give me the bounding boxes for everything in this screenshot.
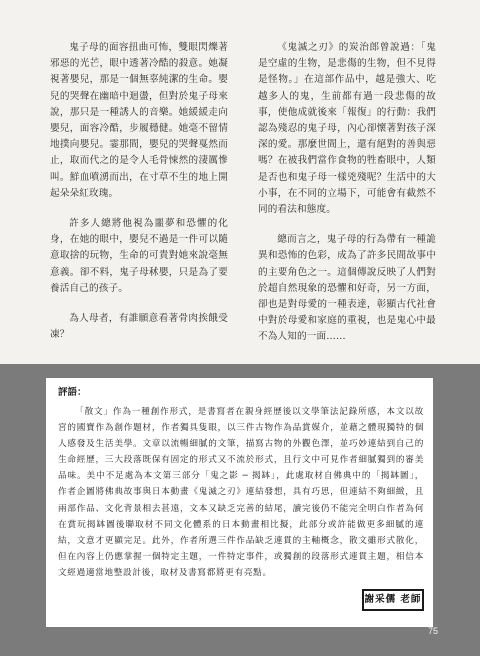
article-left-column — [50, 40, 228, 357]
commentary-heading: 評語： — [58, 387, 87, 398]
article-right-column — [258, 40, 436, 360]
article-paragraph: 許多人總將他視為噩夢和恐懼的化身，在她的眼中，嬰兒不過是一件可以隨意取捨的玩物，生命的可貴對她來說毫無意義。卻不料，鬼子母秫嬰，只是為了要養活自己的孩子。 — [50, 218, 228, 294]
commentary-paragraph: 「散文」作為一種創作形式，是書寫者在親身經歷後以文學筆法記錄所感，本文以故宮的國寶作為創作題材，作者獨具隻眼，以三件古物作為品賞媒介，並藉之體現獨特的個人感發及生活美學。文章以流暢細膩的文筆，描寫古物的外觀色澤，並巧妙連結到自己的生命經歷，三大段落既保有固定的形式又不流於形式，且行文中可見作者細膩獨到的審美品味。美中不足處為本文第三部分「鬼之影 ─ 揭缽」，此處取材自佛典中的「揭缽圖」，作者企圖將佛典故事與日本動畫《鬼滅之刃》連結發想，具有巧思，但連結不夠細緻，且兩部作品、文化背景相去甚遠，文本又缺乏完善的結尾，讀完後仍不能完全明白作者為何在賞玩揭缽圖後聯取材不同文化體系的日本動畫相比擬，此部分或許能做更多細膩的連結，文意才更顯完足。此外，作者所選三件作品缺乏連貫的主軸概念，散文雖形式散化，但在內容上仍應掌握一個特定主題，一件特定事件，或獨創的段落形式連貫主題，相信本文經過適當地整設計後，取材及書寫都將更有亮點。 — [58, 407, 424, 578]
article-paragraph: 為人母者，有誰願意看著骨肉挨餓受凍？ — [50, 313, 228, 341]
commentary-body — [58, 404, 424, 581]
article-paragraph: 《鬼滅之刃》的炭治郎曾說過：「鬼是空虛的生物，是悲傷的生物，但不見得是怪物。」在這部作品中，越是強大、吃越多人的鬼，生前都有過一段悲傷的故事，使他成就後來「報復」的行動：我們認為殘忍的鬼子母，內心卻懷著對孩子深深的愛。那麼世間上，還有絕對的善與惡嗎？在被我們當作食物的牲畜眼中，人類是否也和鬼子母一樣兇殘呢？生活中的大小事，在不同的立場下，可能會有截然不同的看法和態度。 — [258, 42, 436, 216]
teacher-signature: 謝采儒 老師 — [362, 589, 424, 611]
article-paragraph: 總而言之，鬼子母的行為帶有一種詭異和恐怖的色彩，成為了許多民間故事中的主要角色之一。這個傳說反映了人們對於超自然現象的恐懼和好奇，另一方面，卻也是對母愛的一種表達，彰顯古代社會中對於母愛和家庭的重視，也是鬼心中最不為人知的一面…… — [258, 234, 436, 343]
page-number: 75 — [427, 626, 438, 636]
article-paragraph: 鬼子母的面容扭曲可怖，雙眼閃爍著邪惡的光芒，眼中透著冷酷的殺意。她凝視著嬰兒，那是一個無辜純潔的生命。嬰兒的哭聲在幽暗中迴盪，但對於鬼子母來說，那只是一種誘人的音樂。她緩緩走向嬰兒，面容冷酷，步履穩健。她毫不留情地撲向嬰兒。霎那間，嬰兒的哭聲戛然而止，取而代之的是令人毛骨悚然的淒厲慘叫。鮮血噴湧而出，在寸草不生的地上開起朵朵紅玫瑰。 — [50, 42, 228, 199]
